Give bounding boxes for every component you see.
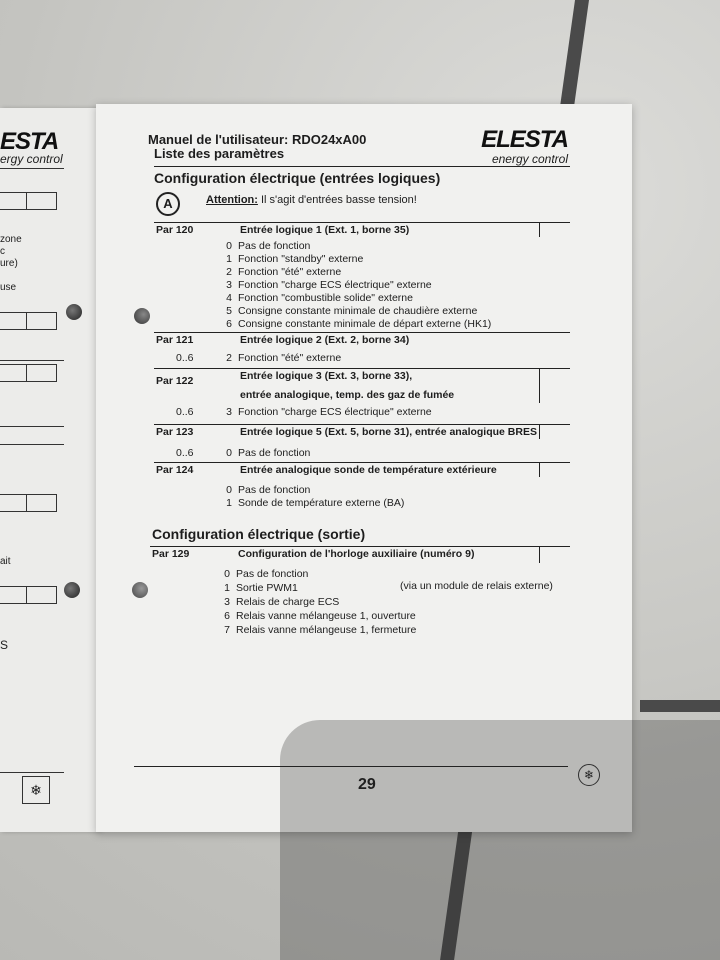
param-code: Par 123 <box>156 426 194 438</box>
param-title-line2: entrée analogique, temp. des gaz de fumée <box>240 389 455 401</box>
relay-module-note: (via un module de relais externe) <box>400 580 553 592</box>
divider <box>0 444 64 445</box>
binder-hole <box>132 582 148 598</box>
left-logo-sub: ergy control <box>0 152 63 166</box>
value-box <box>0 494 57 512</box>
section-title-outputs: Configuration électrique (sortie) <box>152 526 366 542</box>
param-row-120 <box>154 222 570 237</box>
param-range: 0..6 <box>176 406 194 418</box>
attention-note <box>206 194 417 206</box>
divider <box>0 426 64 427</box>
header-divider <box>154 166 570 167</box>
text-fragment: S <box>0 638 9 652</box>
page-number: 29 <box>358 776 376 793</box>
value-box <box>539 223 570 237</box>
section-title-inputs: Configuration électrique (entrées logiques) <box>154 170 441 186</box>
text-fragment: c <box>0 246 5 257</box>
param-range: 0..6 <box>176 447 194 459</box>
value-box <box>539 463 570 477</box>
text-fragment: ure) <box>0 258 18 269</box>
param-code: Par 120 <box>156 224 194 236</box>
manual-symbol-icon: ❄ <box>578 764 600 786</box>
param-title: Entrée logique 1 (Ext. 1, borne 35) <box>240 224 410 236</box>
divider <box>0 772 64 773</box>
param-title: Entrée logique 3 (Ext. 3, borne 33), <box>240 370 413 382</box>
binder-hole <box>64 582 80 598</box>
param-row-123 <box>154 424 570 439</box>
previous-page <box>0 108 100 832</box>
floor-joint <box>640 700 720 712</box>
value-box <box>539 547 570 563</box>
param-range: 0..6 <box>176 352 194 364</box>
attention-text: Il s'agit d'entrées basse tension! <box>257 194 417 206</box>
param-title: Entrée logique 5 (Ext. 5, borne 31), entrée analogique BRES <box>240 426 537 438</box>
value-box <box>0 312 57 330</box>
value-box <box>539 425 570 439</box>
param-row-124 <box>154 462 570 477</box>
elesta-logo-sub: energy control <box>491 152 568 166</box>
param-code: Par 121 <box>156 334 194 346</box>
param-title: Entrée logique 2 (Ext. 2, borne 34) <box>240 334 410 346</box>
attention-icon: A <box>156 192 180 216</box>
divider <box>0 168 64 169</box>
param-row-121 <box>154 332 570 347</box>
binder-hole <box>66 304 82 320</box>
attention-label: Attention: <box>206 194 258 206</box>
value-box <box>539 369 570 403</box>
value-box <box>0 364 57 382</box>
footer-divider <box>134 766 568 767</box>
manual-title: Manuel de l'utilisateur: RDO24xA00 <box>148 132 367 147</box>
divider <box>0 360 64 361</box>
text-fragment: ait <box>0 556 11 567</box>
page-subtitle: Liste des paramètres <box>154 146 285 161</box>
elesta-logo: ELESTA <box>481 126 568 153</box>
text-fragment: use <box>0 282 17 293</box>
param-code: Par 124 <box>156 464 194 476</box>
param-row-122 <box>154 368 570 403</box>
value-box <box>0 586 57 604</box>
manual-page: Manuel de l'utilisateur: RDO24xA00 Liste des paramètres ELESTA energy control Configuration électrique (entrées logiques) A Attention: Il s'agit d'entrées basse tension! Par 120 Entrée logique 1 (Ext. 1, borne 35) 0 Pas de fonction 1 Fonction "standby" externe 2 Fonction "été" externe 3 Fonction "charge ECS électrique" externe 4 Fonction "combustible solide" externe 5 Consigne constante minimale de chaudière externe 6 Consigne constante minimale de départ externe (HK1) Par 121 Entrée logique 2 (Ext. 2, borne 34) 0..6 2 Fonction "été" externe Par 122 Entrée logique 3 (Ext. 3, borne 33), entrée analogique, temp. des gaz de fumée 0..6 3 Fonction "charge ECS électrique" externe Par 123 Entrée logique 5 (Ext. 5, borne 31), entrée analogique BRES 0..6 0 Pas de fonction Par 124 Entrée analogique sonde de température extérieure 0 Pas de fonction 1 Sonde de température externe (BA) Configuration électrique (sortie) Par 129 Configuration de l'horloge auxiliaire (numéro 9) 0 Pas de fonction 1 Sortie PWM1 (via un module de relais externe) 3 Relais de charge ECS 6 Relais vanne mélangeuse 1, ouverture 7 Relais vanne mélangeuse 1, fermeture 29 ❄ <box>96 104 632 832</box>
param-title: Entrée analogique sonde de température extérieure <box>240 464 497 476</box>
param-code: Par 129 <box>152 548 190 560</box>
manual-symbol-icon: ❄ <box>22 776 50 804</box>
param-code: Par 122 <box>156 375 194 387</box>
binder-hole <box>134 308 150 324</box>
param-title: Configuration de l'horloge auxiliaire (numéro 9) <box>238 548 475 560</box>
text-fragment: zone <box>0 234 22 245</box>
left-logo: ESTA <box>0 128 59 155</box>
param-row-129 <box>150 546 570 563</box>
value-box <box>0 192 57 210</box>
